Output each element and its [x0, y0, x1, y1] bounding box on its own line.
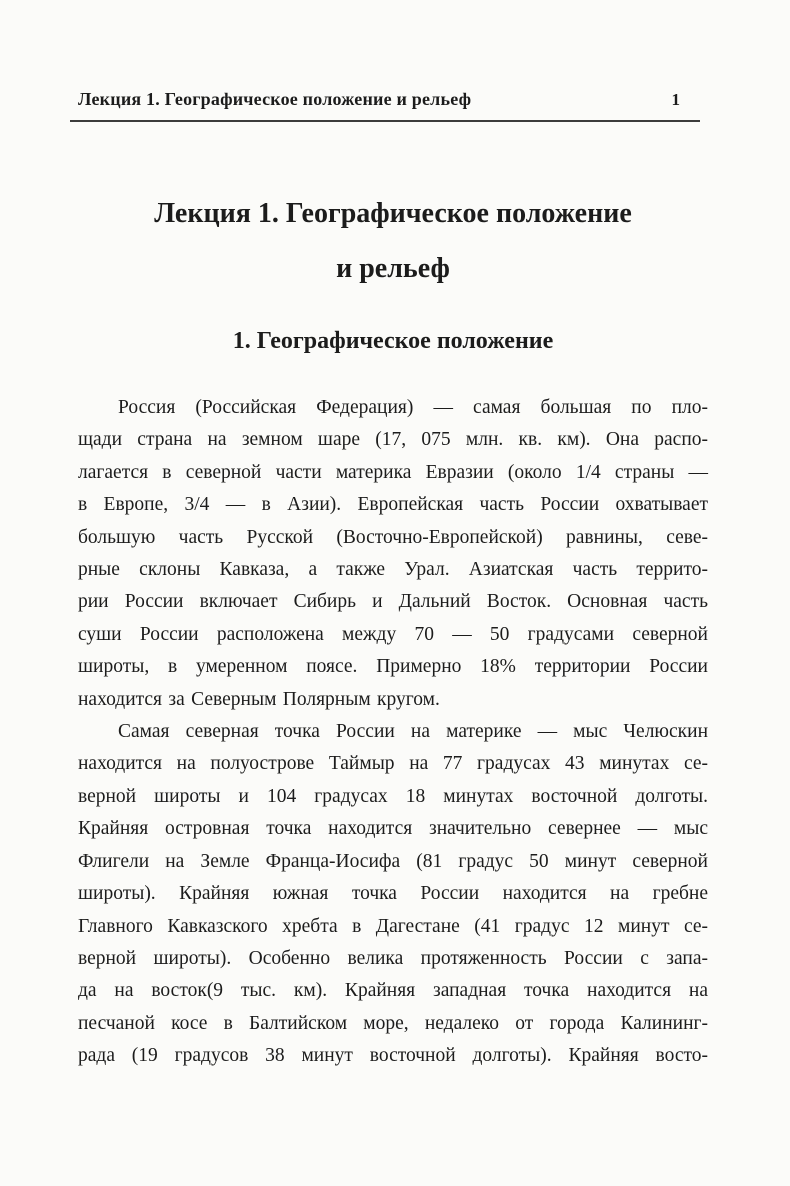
body-line: щади страна на земном шаре (17, 075 млн. кв. км). Она распо- [78, 429, 708, 451]
body-line: верной широты). Особенно велика протяженность России с запа- [78, 947, 708, 969]
chapter-title-line2: и рельеф [336, 253, 450, 284]
body-text [78, 392, 708, 1073]
body-line: находится за Северным Полярным кругом. [78, 688, 440, 710]
section-heading: 1. Географическое положение [232, 328, 554, 354]
chapter-title-line1: Лекция 1. Географическое положение [154, 198, 632, 229]
paragraph-2 [78, 716, 708, 1072]
body-line: песчаной косе в Балтийском море, недалеко от города Калининг- [78, 1012, 708, 1034]
body-line: рные склоны Кавказа, а также Урал. Азиатская часть террито- [78, 559, 708, 581]
body-line: Главного Кавказского хребта в Дагестане (41 градус 12 минут се- [78, 915, 708, 937]
body-line: широты). Крайняя южная точка России находится на гребне [78, 883, 708, 905]
body-line: в Европе, 3/4 — в Азии). Европейская часть России охватывает [78, 494, 708, 516]
chapter-title [78, 186, 708, 296]
body-line: рада (19 градусов 38 минут восточной долготы). Крайняя восто- [78, 1045, 708, 1067]
body-line: суши России расположена между 70 — 50 градусами северной [78, 623, 708, 645]
body-line: широты, в умеренном поясе. Примерно 18% территории России [78, 656, 708, 678]
body-line: лагается в северной части материка Евразии (около 1/4 страны — [78, 461, 708, 483]
body-line: Самая северная точка России на материке — мыс Челюскин [118, 721, 708, 743]
body-line: верной широты и 104 градусах 18 минутах восточной долготы. [78, 785, 708, 807]
running-header-title: Лекция 1. Географическое положение и рельеф [78, 89, 472, 109]
running-header [78, 88, 708, 120]
page-number: 1 [671, 90, 680, 109]
body-line: Флигели на Земле Франца-Иосифа (81 градус 50 минут северной [78, 850, 708, 872]
body-line: да на восток(9 тыс. км). Крайняя западная точка находится на [78, 980, 708, 1002]
body-line: рии России включает Сибирь и Дальний Восток. Основная часть [78, 591, 708, 613]
body-line: находится на полуострове Таймыр на 77 градусах 43 минутах се- [78, 753, 708, 775]
header-rule [70, 120, 700, 122]
paragraph-1 [78, 392, 708, 716]
body-line: Крайняя островная точка находится значительно севернее — мыс [78, 818, 708, 840]
body-line: большую часть Русской (Восточно-Европейской) равнины, севе- [78, 526, 708, 548]
body-line: Россия (Российская Федерация) — самая большая по пло- [118, 397, 708, 418]
